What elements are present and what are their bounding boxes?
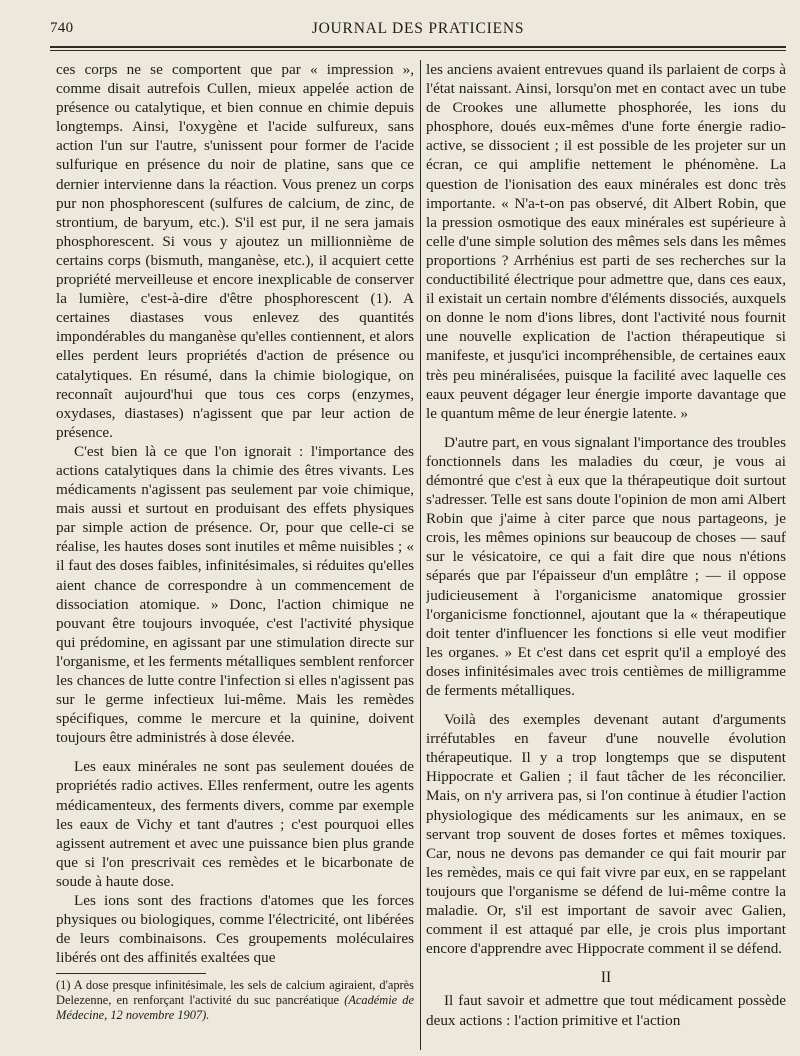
paragraph: Voilà des exemples devenant autant d'arguments irréfutables en faveur d'une nouvelle évolution thérapeutique. Il y a trop longtemps que se disputent Hippocrate et Galien ; il faut tâcher de les réconcilier. Mais, on n'y arrivera pas, si l'on continue à étudier l'action physiologique des médicaments sur les animaux, en se servant trop souvent de doses fortes et mêmes toxiques. Car, nous ne devons pas demander ce qui fait mourir par les remèdes, mais ce qui fait vivre par eux, en se rappelant toujours que l'organisme se défend de lui-même contre la maladie. Or, s'il est important de savoir avec Galien, comment il est attaqué par elle, je crois plus important encore d'apprendre avec Hippocrate comment il se défend. <box>426 711 786 958</box>
footnote-marker: (1) <box>56 978 71 993</box>
footnote-text: A dose presque infinitésimale, les sels de calcium agiraient, d'après Delezenne, en renforçant l'activité du suc pancréatique <box>56 978 414 1007</box>
footnote <box>56 978 414 1022</box>
section-numeral: II <box>600 969 612 987</box>
journal-title: JOURNAL DES PRATICIENS <box>311 20 525 37</box>
footnote-source: (Académie de Médecine, 12 novembre 1907). <box>56 993 414 1022</box>
paragraph: Les eaux minérales ne sont pas seulement douées de propriétés radio actives. Elles renferment, outre les agents médicamenteux, des ferments divers, comme par exemple les eaux de Vichy et tant d'autres ; c'est pourquoi elles agissent autrement et avec une puissance bien plus grande que si l'on prescrivait ces remèdes et le bicarbonate de soude à haute dose. <box>56 758 414 890</box>
column-divider <box>420 60 421 1050</box>
paragraph: Il faut savoir et admettre que tout médicament possède deux actions : l'action primitive et l'action <box>426 992 786 1029</box>
paragraph: ces corps ne se comportent que par « impression », comme disait autrefois Cullen, mieux appelée action de présence ou catalytique, et bien connue en chimie depuis longtemps. Ainsi, l'oxygène et l'acide sulfureux, sans action l'un sur l'autre, s'unissent pour former de l'acide sulfurique en présence du noir de platine, sans que ce dernier intervienne dans la réaction. Vous prenez un corps pur non phosphorescent (sulfures de calcium, de zinc, de strontium, de baryum, etc.). S'il est pur, il ne sera jamais phosphorescent. Si vous y ajoutez un millionnième de certains corps (bismuth, manganèse, etc.), il acquiert cette propriété merveilleuse et encore inexplicable de conserver la lumière, c'est-à-dire d'être phosphorescent (1). A certaines diastases vous enlevez des quantités impondérables du manganèse qu'elles contiennent, et alors elles perdent leurs propriétés d'action de présence ou catalytiques. En résumé, dans la chimie biologique, on reconnaît aujourd'hui que tous ces corps (enzymes, oxydases, diastases) n'agissent que par leur action de présence. <box>56 61 414 441</box>
right-column <box>426 60 786 1055</box>
paragraph: Les ions sont des fractions d'atomes que les forces physiques ou biologiques, comme l'électricité, ont libérées de leurs combinaisons. Ces groupements moléculaires libérés ont des affinités exaltées que <box>56 892 414 967</box>
paragraph: les anciens avaient entrevues quand ils parlaient de corps à l'état naissant. Ainsi, lorsqu'on met en contact avec un tube de Crookes une allumette phosphorée, les ions du phosphore, doués eux-mêmes d'une forte énergie radio-active, se dissocient ; il est possible de les projeter sur un écran, ce qui amplifie nettement le phénomène. La question de l'ionisation des eaux minérales est donc très importante. « N'a-t-on pas observé, dit Albert Robin, que la pression osmotique des eaux minérales est supérieure à celle d'une simple solution des mêmes sels dans les mêmes proportions ? Arrhénius est parti de ses recherches sur la conductibilité électrique pour admettre que, dans ces eaux, il existait un certain nombre d'éléments dissociés, auxquels on donne le nom d'ions libres, dont l'activité nous fournit une nouvelle explication de l'action thérapeutique si manifeste, et jusqu'ici incompréhensible, de certaines eaux très peu minéralisées, puisque la facilité avec laquelle ces eaux peuvent dégager leur énergie importe davantage que le quantum même de leur énergie latente. » <box>426 61 786 422</box>
left-column <box>56 60 414 1055</box>
paragraph: C'est bien là ce que l'on ignorait : l'importance des actions catalytiques dans la chimie des êtres vivants. Les médicaments n'agissent pas seulement par voie chimique, mais aussi et surtout en produisant des effets physiques par simple action de présence. Or, pour que celle-ci se réalise, les hautes doses sont inutiles et même nuisibles ; « il faut des doses faibles, infinitésimales, si réduites qu'elles aient chance de correspondre à un commencement de dissociation atomique. » Donc, l'action chimique ne pouvant être toujours invoquée, c'est l'activité physique qui prédomine, en agissant par une stimulation directe sur l'organisme, et les ferments métalliques semblent renforcer les chances de lutte contre l'infection si elles n'agissent pas sur le germe infectieux lui-même. Mais les remèdes spécifiques, comme le mercure et la quinine, doivent toujours être administrés à dose élevée. <box>56 442 414 747</box>
page-header <box>50 20 786 42</box>
page-number: 740 <box>50 20 74 36</box>
header-rule <box>50 46 786 48</box>
paragraph: D'autre part, en vous signalant l'importance des troubles fonctionnels dans les maladies du cœur, je vous ai démontré que c'est à eux que la thérapeutique doit surtout s'adresser. Telle est sans doute l'opinion de mon ami Albert Robin que j'aime à citer parce que nous partageons, je crois, les mêmes opinions sur beaucoup de choses — sauf sur le vésicatoire, ce qui a fait dire que nous n'étions séparés que par l'épaisseur d'un emplâtre ; — il oppose judicieusement à l'organicisme anatomique grossier l'organicisme fonctionnel, ajoutant que la « thérapeutique doit tenter d'influencer les fonctions si elle veut modifier les organes. » Et c'est dans cet esprit qu'il a employé des doses infinitésimales avec trois centièmes de milligramme de ferments métalliques. <box>426 433 786 699</box>
header-rule-thin <box>50 50 786 51</box>
footnote-rule <box>56 973 206 974</box>
